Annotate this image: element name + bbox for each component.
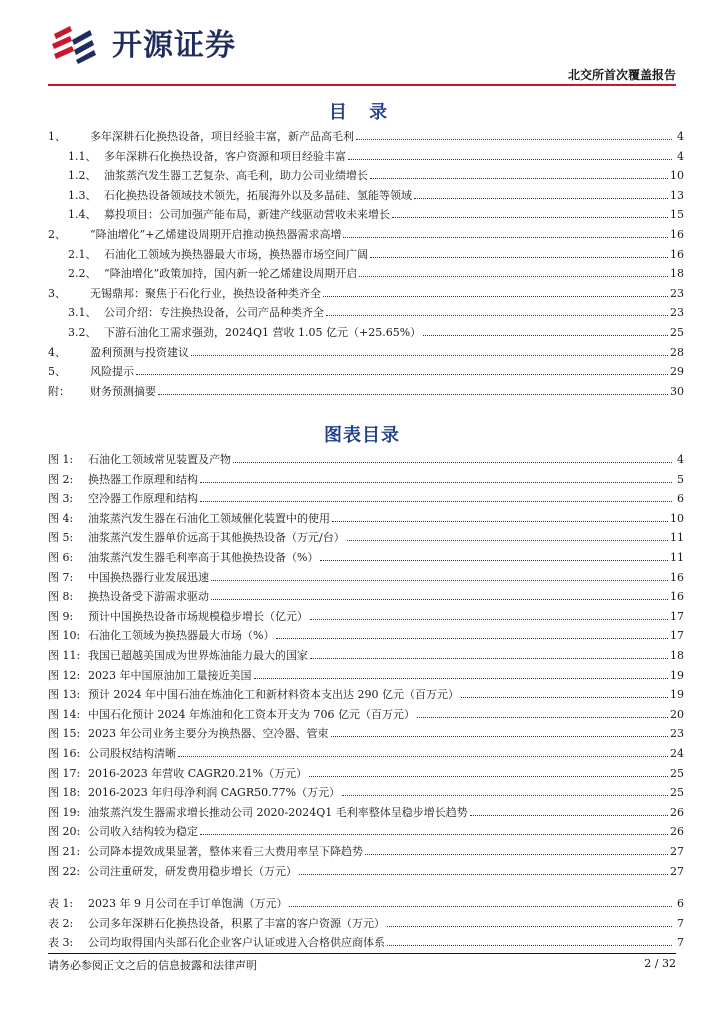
dot-leader <box>347 540 668 541</box>
figure-entry-number: 图 18: <box>48 786 81 800</box>
toc-entry-title: “降油增化”政策加持，国内新一轮乙烯建设周期开启 <box>104 267 358 281</box>
figure-entry[interactable] <box>48 819 684 839</box>
figure-entry-number: 图 5: <box>48 531 74 545</box>
kaiyuan-logo-mark-icon <box>48 20 106 64</box>
figure-entry-title: 石油化工领域为换热器最大市场（%） <box>88 629 275 643</box>
figure-entry-title: 中国石化预计 2024 年炼油和化工资本开支为 706 亿元（百万元） <box>88 707 415 721</box>
toc-entry-number: 附： <box>48 384 70 398</box>
figure-entry-page: 11 <box>670 551 684 564</box>
figure-entry[interactable] <box>48 467 684 487</box>
figure-entry[interactable] <box>48 702 684 722</box>
figure-entry-number: 图 22: <box>48 864 81 878</box>
figure-entry-number: 图 13: <box>48 688 81 702</box>
dot-leader <box>387 926 672 927</box>
figure-entry[interactable] <box>48 623 684 643</box>
table-entry-page: 7 <box>677 916 684 930</box>
toc-entry-page: 29 <box>670 365 684 379</box>
figure-entry-number: 图 14: <box>48 707 81 721</box>
toc-entry-page: 23 <box>670 286 684 300</box>
dot-leader <box>310 619 668 620</box>
dot-leader <box>276 638 668 639</box>
dot-leader <box>200 482 672 483</box>
toc-entry-number: 1.3、 <box>68 188 97 202</box>
toc-entry-page: 16 <box>670 228 684 241</box>
dot-leader <box>200 834 668 835</box>
toc-entry-title: 多年深耕石化换热设备，客户资源和项目经验丰富 <box>104 149 346 163</box>
figure-entry[interactable] <box>48 525 684 545</box>
figure-entry[interactable] <box>48 506 684 526</box>
dot-leader <box>136 374 668 375</box>
figure-entry[interactable] <box>48 761 684 781</box>
toc-entry-page: 15 <box>670 208 684 222</box>
table-entry[interactable] <box>48 911 684 931</box>
toc-entry[interactable] <box>68 261 684 281</box>
figure-entry-title: 2023 年中国原油加工量接近美国 <box>88 668 252 682</box>
toc-entry-number: 3、 <box>48 286 66 300</box>
toc-entry[interactable] <box>48 379 684 399</box>
toc-entry-title: 风险提示 <box>90 365 134 379</box>
toc-entry-number: 2.1、 <box>68 247 97 261</box>
toc-entry-number: 3.2、 <box>68 326 97 339</box>
figure-entry-title: 油浆蒸汽发生器需求增长推动公司 2020-2024Q1 毛利率整体呈稳步增长趋势 <box>88 805 468 819</box>
figure-entry-page: 6 <box>677 492 684 506</box>
toc-entry-title: 无锡鼎邦：聚焦于石化行业，换热设备种类齐全 <box>90 286 321 300</box>
figure-entry-page: 26 <box>670 805 684 819</box>
figure-entry-number: 图 20: <box>48 825 81 839</box>
dot-leader <box>158 394 668 395</box>
toc-entry-number: 1.1、 <box>68 149 97 163</box>
toc-entry-number: 2.2、 <box>68 267 97 281</box>
report-type-label: 北交所首次覆盖报告 <box>567 68 676 82</box>
figure-entry-page: 17 <box>670 609 684 623</box>
figure-entry[interactable] <box>48 780 684 800</box>
table-entry-title: 2023 年 9 月公司在手订单饱满（万元） <box>88 897 288 910</box>
dot-leader <box>320 560 668 561</box>
figure-entry-title: 我国已超越美国成为世界炼油能力最大的国家 <box>88 649 308 662</box>
figure-entry-title: 2016-2023 年归母净利润 CAGR50.77%（万元） <box>88 786 341 800</box>
toc-entry-number: 3.1、 <box>68 306 97 320</box>
dot-leader <box>417 717 668 718</box>
table-entry-title: 公司均取得国内头部石化企业客户认证或进入合格供应商体系 <box>88 936 385 950</box>
dot-leader <box>191 355 668 356</box>
figure-entry[interactable] <box>48 859 684 879</box>
toc-entry[interactable] <box>48 281 684 301</box>
toc-entry[interactable] <box>68 144 684 164</box>
toc-entry-page: 23 <box>670 306 684 320</box>
figure-entry-page: 10 <box>670 511 684 525</box>
figure-entry-number: 图 19: <box>48 805 81 819</box>
dot-leader <box>299 874 668 875</box>
figure-entry-number: 图 12: <box>48 668 81 682</box>
toc-entry-number: 4、 <box>48 345 66 359</box>
figure-entry-page: 25 <box>670 766 684 780</box>
toc-entry-page: 25 <box>670 326 684 339</box>
figure-entry-page: 23 <box>670 727 684 741</box>
dot-leader <box>343 237 668 238</box>
figure-entry-number: 图 21: <box>48 845 81 858</box>
toc-entry-number: 1、 <box>48 130 66 143</box>
dot-leader <box>370 257 668 258</box>
figure-entry-title: 石油化工领域常见装置及产物 <box>88 453 231 466</box>
dot-leader <box>342 795 668 796</box>
figure-entry-page: 5 <box>677 472 684 486</box>
figure-entry-page: 11 <box>670 531 684 545</box>
toc-entry-title: 盈利预测与投资建议 <box>90 345 189 359</box>
figure-entry-title: 公司收入结构较为稳定 <box>88 825 198 839</box>
dot-leader <box>365 854 668 855</box>
dot-leader <box>254 678 669 679</box>
figure-entry[interactable] <box>48 741 684 761</box>
dot-leader <box>309 776 668 777</box>
figure-entry-page: 19 <box>670 688 684 702</box>
figure-entry-title: 换热器工作原理和结构 <box>88 472 198 486</box>
figure-entry-number: 图 6: <box>48 551 74 564</box>
figure-entry[interactable] <box>48 800 684 820</box>
figure-entry-number: 图 16: <box>48 747 81 760</box>
figure-entry-title: 公司注重研发，研发费用稳步增长（万元） <box>88 864 297 878</box>
toc-entry[interactable] <box>68 183 684 203</box>
figure-entry-number: 图 9: <box>48 609 74 623</box>
toc-entry-page: 30 <box>670 384 684 398</box>
dot-leader <box>356 139 672 140</box>
toc-entry-title: 下游石油化工需求强劲，2024Q1 营收 1.05 亿元（+25.65%） <box>104 326 422 339</box>
figure-entry-title: 公司股权结构清晰 <box>88 747 176 760</box>
toc-title: 目 录 <box>328 102 396 123</box>
footer-divider <box>48 953 676 954</box>
dot-leader <box>233 462 672 463</box>
figure-entry[interactable] <box>48 839 684 859</box>
figure-entry-title: 换热设备受下游需求驱动 <box>88 590 209 604</box>
figure-entry-page: 16 <box>670 570 684 584</box>
table-entry-page: 6 <box>677 897 684 910</box>
toc-entry[interactable] <box>68 242 684 262</box>
dot-leader <box>348 159 672 160</box>
toc-entry-title: 多年深耕石化换热设备，项目经验丰富，新产品高毛利 <box>90 130 354 143</box>
table-entry-title: 公司多年深耕石化换热设备，积累了丰富的客户资源（万元） <box>88 916 385 930</box>
dot-leader <box>332 521 668 522</box>
figure-entry-number: 图 4: <box>48 511 74 525</box>
toc-entry[interactable] <box>48 222 684 242</box>
table-entry-number: 表 1: <box>48 897 74 910</box>
figure-entry[interactable] <box>48 604 684 624</box>
toc-entry-page: 4 <box>677 149 684 163</box>
page-number: 2 / 32 <box>644 957 676 970</box>
figure-entry-title: 2016-2023 年营收 CAGR20.21%（万元） <box>88 766 308 780</box>
dot-leader <box>200 501 672 502</box>
table-entry-number: 表 2: <box>48 916 74 930</box>
dot-leader <box>331 736 669 737</box>
figure-entry-page: 18 <box>670 649 684 662</box>
figure-entry-number: 图 11: <box>48 649 81 662</box>
dot-leader <box>423 335 668 336</box>
toc-entry-title: 财务预测摘要 <box>90 384 156 398</box>
table-entry[interactable] <box>48 891 684 911</box>
figure-entry-number: 图 3: <box>48 492 74 506</box>
toc-entry-title: 公司介绍：专注换热设备，公司产品种类齐全 <box>104 306 324 320</box>
figure-entry-page: 16 <box>670 590 684 604</box>
toc-entry-page: 4 <box>677 130 684 143</box>
figure-entry-title: 油浆蒸汽发生器单价远高于其他换热设备（万元/台） <box>88 531 345 545</box>
dot-leader <box>326 315 668 316</box>
figures-toc-title: 图表目录 <box>324 425 400 446</box>
logo-text: 开源证券 <box>112 28 236 63</box>
toc-entry-number: 1.4、 <box>68 208 97 222</box>
toc-entry-page: 16 <box>670 247 684 261</box>
dot-leader <box>392 217 668 218</box>
toc-entry-number: 5、 <box>48 365 66 379</box>
table-entry-number: 表 3: <box>48 936 74 950</box>
figure-entry[interactable] <box>48 682 684 702</box>
header-divider <box>48 84 676 86</box>
figure-entry-number: 图 7: <box>48 570 74 584</box>
dot-leader <box>370 178 668 179</box>
figure-entry-page: 19 <box>670 668 684 682</box>
figure-entry-number: 图 10: <box>48 629 81 643</box>
figure-entry[interactable] <box>48 545 684 565</box>
page-header <box>0 0 724 92</box>
toc-entry[interactable] <box>68 163 684 183</box>
toc-entry-title: 石化换热设备领域技术领先，拓展海外以及多晶硅、氢能等领域 <box>104 188 412 202</box>
figure-entry-page: 27 <box>670 864 684 878</box>
figure-entry-page: 4 <box>677 453 684 466</box>
dot-leader <box>289 906 672 907</box>
figure-entry-page: 20 <box>670 707 684 721</box>
dot-leader <box>414 198 668 199</box>
figure-entry-title: 空冷器工作原理和结构 <box>88 492 198 506</box>
toc-entry[interactable] <box>68 202 684 222</box>
toc-entry-number: 2、 <box>48 228 66 241</box>
figure-entry-number: 图 15: <box>48 727 81 741</box>
figure-entry-page: 17 <box>670 629 684 643</box>
figure-entry-title: 公司降本提效成果显著，整体来看三大费用率呈下降趋势 <box>88 845 363 858</box>
figure-entry[interactable] <box>48 486 684 506</box>
dot-leader <box>178 756 668 757</box>
toc-entry-page: 13 <box>670 188 684 202</box>
toc-entry[interactable] <box>68 320 684 340</box>
toc-entry[interactable] <box>48 340 684 360</box>
dot-leader <box>359 276 668 277</box>
dot-leader <box>461 697 668 698</box>
figure-entry-title: 预计 2024 年中国石油在炼油化工和新材料资本支出达 290 亿元（百万元） <box>88 688 459 702</box>
toc-entry-number: 1.2、 <box>68 169 97 183</box>
figure-entry-page: 25 <box>670 786 684 800</box>
figure-entry-number: 图 2: <box>48 472 74 486</box>
figure-entry[interactable] <box>48 721 684 741</box>
toc-entry[interactable] <box>48 359 684 379</box>
figure-entry-title: 2023 年公司业务主要分为换热器、空冷器、管束 <box>88 727 329 741</box>
table-entry-page: 7 <box>677 936 684 950</box>
figure-entry-page: 27 <box>670 845 684 858</box>
toc-entry-title: 石油化工领域为换热器最大市场，换热器市场空间广阔 <box>104 247 368 261</box>
figure-entry-title: 中国换热器行业发展迅速 <box>88 570 209 584</box>
figure-entry[interactable] <box>48 663 684 683</box>
figure-entry[interactable] <box>48 643 684 663</box>
toc-entry-title: 油浆蒸汽发生器工艺复杂、高毛利，助力公司业绩增长 <box>104 169 368 183</box>
footer-disclaimer: 请务必参阅正文之后的信息披露和法律声明 <box>48 959 257 972</box>
figure-entry-number: 图 1: <box>48 453 74 466</box>
figure-entry-title: 油浆蒸汽发生器毛利率高于其他换热设备（%） <box>88 551 319 564</box>
dot-leader <box>211 580 668 581</box>
toc-entry-title: “降油增化”+乙烯建设周期开启推动换热器需求高增 <box>90 228 342 241</box>
dot-leader <box>211 599 668 600</box>
figure-entry-title: 预计中国换热设备市场规模稳步增长（亿元） <box>88 609 308 623</box>
figure-entry-title: 油浆蒸汽发生器在石油化工领域催化装置中的使用 <box>88 511 330 525</box>
figure-entry[interactable] <box>48 447 684 467</box>
toc-entry-page: 10 <box>670 169 684 183</box>
toc-entry-page: 28 <box>670 345 684 359</box>
toc-entry[interactable] <box>68 300 684 320</box>
figure-entry[interactable] <box>48 565 684 585</box>
toc-entry[interactable] <box>48 124 684 144</box>
toc-entry-page: 18 <box>670 267 684 281</box>
figure-entry-number: 图 8: <box>48 590 74 604</box>
dot-leader <box>310 658 668 659</box>
toc-entry-title: 募投项目：公司加强产能布局，新建产线驱动营收未来增长 <box>104 208 390 222</box>
dot-leader <box>387 945 672 946</box>
dot-leader <box>470 815 668 816</box>
dot-leader <box>323 296 668 297</box>
table-entry[interactable] <box>48 930 684 950</box>
kaiyuan-logo <box>48 20 236 64</box>
figure-entry[interactable] <box>48 584 684 604</box>
figure-entry-number: 图 17: <box>48 766 81 780</box>
figure-entry-page: 24 <box>670 747 684 760</box>
figure-entry-page: 26 <box>670 825 684 839</box>
